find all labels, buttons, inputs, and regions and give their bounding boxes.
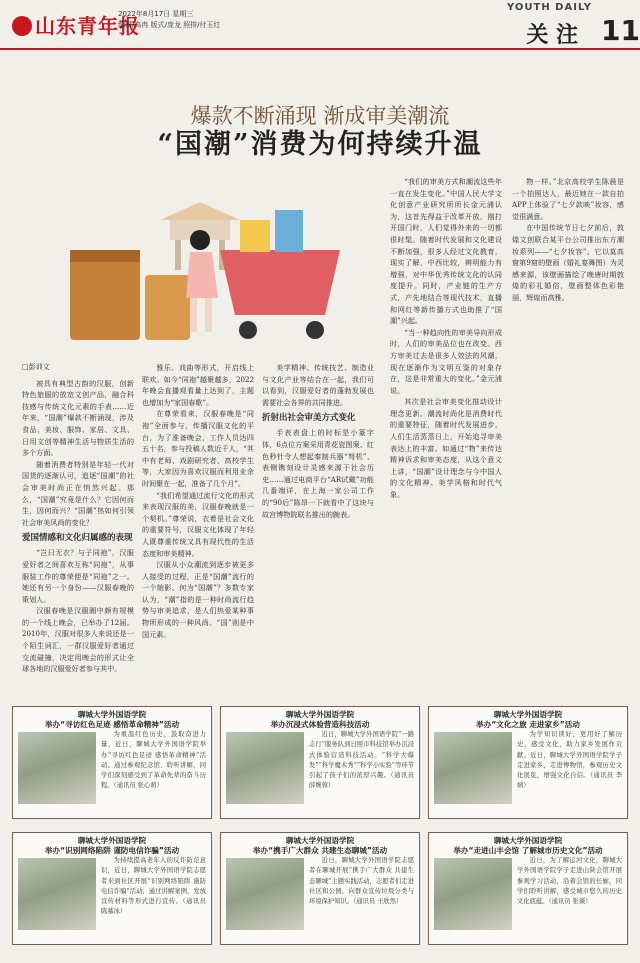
card-body: 近日，聊城大学外国语学院志愿者在聊城开展“携手广大群众 共建生态聊城”主题实践活动，志愿者们走进社区和公园，向群众宣传垃圾分类与环境保护知识。（通讯员 王欣然） <box>309 857 414 906</box>
card-credit: （通讯员 张薇） <box>548 898 592 906</box>
card-school: 聊城大学外国语学院 <box>77 836 147 845</box>
section-title: 关 注 <box>526 22 578 48</box>
paragraph: 在尊荣看来，汉服春晚是“同袍”全面参与，传播汉服文化的平台，为了准备晚会，工作人员达四五十名，参与投稿人数近千人，“其中有老师、戏剧研究者、高校学生等，大家因为喜欢汉服而利用业余时间聚在一起，准备了几个月”。 <box>142 409 254 488</box>
brand-label: YOUTH DAILY <box>507 2 592 13</box>
card-title: 举办“寻访红色足迹 感悟革命精神”活动 <box>44 720 180 729</box>
paragraph: “我们的审美方式和潮流这些年一直在发生变化。”中国人民大学文化创意产业研究所所长金元浦认为，这首先得益于改革开放，刚打开国门时，人们觉得外来的一切都很时髦。随着时代发展和文化建设不断加强，很多人经过文化教育，现实了解，中西比较，辨明能力有增强，对中华优秀传统文化的认同度提升。同时，产业链的生产方式，产先地结合等现代技术，直播和网红等新传播方式也助推了“国潮”兴起。 <box>390 177 502 326</box>
card-photo <box>18 858 96 930</box>
card-title: 举办“识别网络陷阱 谨防电信诈骗”活动 <box>44 846 180 855</box>
paragraph: 随着消费者特别是年轻一代对国货的逐渐认可，追逐“国潮”的社会审美时尚正在悄然兴起。那么，“国潮”究竟是什么？它因何而生，因何而兴？“国潮”热如何引领社会审美风尚的变化？ <box>22 459 134 527</box>
card-credit: （通讯员 张心萌） <box>113 782 163 790</box>
subheading: 折射出社会审美方式变化 <box>262 413 356 424</box>
card-photo <box>434 732 512 804</box>
paragraph: 美学精神、传统技艺、制造业与文化产业等结合在一起，我们可以看到，汉服爱好者的蓬勃发展也需要社会各界的共同推进。 <box>262 363 374 407</box>
article-column-right-b <box>512 176 624 598</box>
article-headline: “国潮”消费为何持续升温 <box>157 129 483 160</box>
article-column-2 <box>142 362 254 694</box>
article-kicker: 爆款不断涌现 渐成审美潮流 <box>190 104 450 128</box>
news-card <box>12 832 212 945</box>
paragraph: 物一样。”北京高校学生陈晨是一个拍照达人，最近她在一款自拍APP上体验了“七夕款映”妆容，感觉很满意。 <box>512 177 624 221</box>
shopping-illustration <box>50 180 370 350</box>
article-byline: □彭训文 <box>22 363 50 371</box>
article-column-1 <box>22 362 134 694</box>
card-school: 聊城大学外国语学院 <box>493 836 563 845</box>
card-body: 近日，聊城大学外国语学院“一路志行”服务队到日照市科技馆举办沉浸式体验营造科技活动。“科学大爆发”“科学魔术秀”“科学小实验”等环节引起了孩子们的浓厚兴趣。（通讯员 薛婉蓉） <box>309 731 415 790</box>
card-photo <box>434 858 512 930</box>
card-school: 聊城大学外国语学院 <box>77 710 147 719</box>
news-card <box>428 706 628 819</box>
card-school: 聊城大学外国语学院 <box>493 710 563 719</box>
logo-emblem-icon <box>12 16 32 36</box>
card-credit: （通讯员 李婧） <box>517 772 623 790</box>
news-card <box>220 832 420 945</box>
paragraph: 汉服从小众潮流到逐步被更多人接受的过程，正是“国潮”流行的一个缩影。何为“国潮”？多数专家认为，“潮”指的是一种时尚流行趋势与审美追求，是人们热爱某种事物所形成的一种风尚。“国”则是中国元素。 <box>142 560 254 639</box>
card-body: 为学知识读好，更用好了解历史，感受文化，助力家乡发展作贡献。近日，聊城大学外国语学院学子走进家乡，走进博物馆，参观历史文化展览，增强文化自信。（通讯员 李婧） <box>517 731 623 790</box>
paragraph: 手表表盘上的时标是小篆字体，6点位方案采用青花瓷图案、红色秒针令人想起秦制兵器“弩机”、表侧镌刻设计灵感来源于社会历史……通过电商平台“AR试戴”功能几番端详，在上海一家公司工作的“90后”陈昂一下就看中了这块与故宫博物院联名推出的腕表。 <box>262 428 374 519</box>
article-column-3 <box>262 362 374 694</box>
card-credit: （通讯员 陈慕冰） <box>101 898 207 916</box>
masthead-meta <box>118 9 221 31</box>
card-photo <box>226 732 304 804</box>
editor-credits: 编辑/高冉 版式/庞龙 照排/付玉红 <box>118 21 221 29</box>
page-number: 11 <box>601 14 640 47</box>
card-title: 举办沉浸式体验营造科技活动 <box>270 720 370 729</box>
card-school: 聊城大学外国语学院 <box>285 710 355 719</box>
card-body: 近日，为了解运河文化，聊城大学外国语学院学子走进山陕会馆开展参观学习活动，沿着会馆的长廊，同学们聆听讲解，感受城市悠久的历史文化底蕴。（通讯员 张薇） <box>517 857 622 906</box>
paragraph: “我们希望通过流行文化的形式来表现汉服的美，汉服春晚就是一个契机。”尊荣说，衣着是社会文化的重要符号，汉服文化体现了年轻人既尊重传统又具有现代性的生活态度和审美精神。 <box>142 490 254 558</box>
logo-text: 山东青年报 <box>35 14 140 38</box>
card-title: 举办“文化之旅 走进家乡”活动 <box>476 720 580 729</box>
card-school: 聊城大学外国语学院 <box>285 836 355 845</box>
article-column-right-a <box>390 176 502 598</box>
paragraph: 被具有典型古韵的汉服，创新特色旅服的放宽文创产品，融合科技感与传统文化元素的手表……近年来，“国潮”爆款不断涌现，涉及食品、美妆、服饰、家居、文具、日用文创等精神生活与物质生活的多个方面。 <box>22 378 134 458</box>
card-body: 为重温红色历史，汲取奋进力量，近日，聊城大学外国语学院举办“寻访红色足迹 感悟革命精神”活动。通过参观纪念馆、聆听讲解，同学们深刻感受到了革命先辈的奋斗历程。（通讯员 张心萌） <box>101 731 206 790</box>
masthead <box>0 0 640 50</box>
card-photo <box>226 858 304 930</box>
news-card <box>12 706 212 819</box>
card-photo <box>18 732 96 804</box>
card-credit: （通讯员 王欣然） <box>353 898 403 906</box>
subheading: 爱国情感和文化归属感的表现 <box>22 533 133 544</box>
news-card <box>428 832 628 945</box>
paragraph: “岂曰无衣？与子同袍”，汉服爱好者之间喜欢互称“同袍”，从事服装工作的尊荣便是“同袍”之一。她还有另一个身份——汉服春晚的策划人。 <box>22 548 134 604</box>
card-title: 举办“携手广大群众 共建生态聊城”活动 <box>252 846 388 855</box>
paragraph: 其次是社会审美变化推动设计理念更新。潮流时尚化是消费时代的重要特征，随着时代发展进步，人们生活蒸蒸日上，开始追寻审美表达上的丰富。如通过“物”来传达精神诉求和审美态度，从这个意义上讲，“国潮”设计理念与今中国人的文化精神、美学风格和时代气象。 <box>390 397 502 500</box>
paragraph: 雅乐、戏曲等形式，开启线上联欢。如今“同袍”越聚越多，2022年晚会直播观看量上达到了，主题也增加为“家国春歌”。 <box>142 363 254 407</box>
card-title: 举办“走进山丰会馆 了解城市历史文化”活动 <box>453 846 603 855</box>
issue-date: 2022年8月17日 星期三 <box>118 10 194 18</box>
news-card <box>220 706 420 819</box>
card-credit: （通讯员 薛婉蓉） <box>309 772 415 790</box>
paragraph: 汉服春晚是汉服圈中颇有规模的一个线上晚会，已举办了12届。2010年，汉服对很多人来说还是一个陌生词汇，一群汉服爱好者通过交流碰撞，决定用晚会的形式让全球各地的汉服爱好者参与其中。 <box>22 606 134 674</box>
paragraph: 在中国传统节日七夕前后，敦煌文创联合某平台公司推出东方潮妆系列——“七夕妆容”。它以莫高窟第9窟的壁画（婚礼宴舞图）为灵感来源，该壁画描绘了晚唐时期敦煌的彩礼婚俗，壁画整体色彩艳丽，辉煌而高雅。 <box>512 223 624 302</box>
paragraph: “当一种趋向性的审美导向形成时，人们的审美品位也在改变。西方审美过去是很多人效法的风潮，现在逐渐作为文明互鉴的对象存在，这是非常重大的变化。”金元浦说。 <box>390 327 502 395</box>
card-body: 为持续提高老年人的反诈防范意识，近日，聊城大学外国语学院志愿者来到社区开展“识别网络陷阱 谨防电信诈骗”活动，通过讲解案例、发放宣传材料等形式进行宣传。（通讯员 陈慕冰） <box>101 857 207 916</box>
